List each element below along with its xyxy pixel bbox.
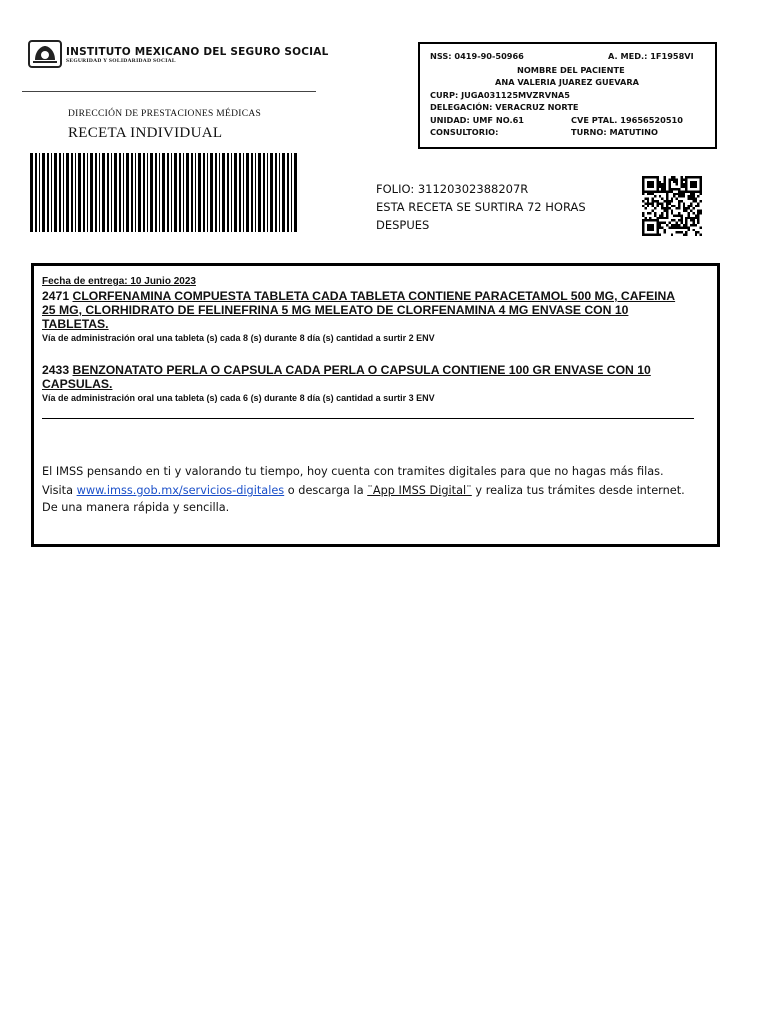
message-line-1: El IMSS pensando en ti y valorando tu tiempo, hoy cuenta con tramites digitales para que no hagas más filas. [42,465,664,478]
delegacion: DELEGACIÓN: VERACRUZ NORTE [430,102,579,112]
nss: NSS: 0419-90-50966 [430,51,524,61]
message-text: y realiza tus trámites desde internet. [471,484,685,497]
medication-item [42,289,702,331]
medication-code: 2433 [42,363,70,377]
servicios-digitales-link[interactable]: www.imss.gob.mx/servicios-digitales [76,484,285,497]
patient-name-label: NOMBRE DEL PACIENTE [517,65,625,75]
medication-description-cont: 25 MG, CLORHIDRATO DE FELINEFRINA 5 MG MELEATO DE CLORFENAMINA 4 MG ENVASE CON 10 [42,303,629,317]
direccion-label: DIRECCIÓN DE PRESTACIONES MÉDICAS [68,109,262,119]
message-line-2 [42,484,685,497]
a-med: A. MED.: 1F1958VI [608,51,694,61]
folio-number: FOLIO: 31120302388207R [376,182,529,196]
fecha-entrega: Fecha de entrega: 10 Junio 2023 [42,276,196,287]
patient-info-box [418,42,717,149]
surtira-note-line1: ESTA RECETA SE SURTIRA 72 HORAS [376,200,586,214]
patient-name: ANA VALERIA JUAREZ GUEVARA [495,77,640,87]
surtira-note-line2: DESPUES [376,218,430,232]
medication-item [42,363,702,391]
document-title: RECETA INDIVIDUAL [68,125,223,141]
administration-instructions: Vía de administración oral una tableta (s) cada 6 (s) durante 8 día (s) cantidad a surtir 3 ENV [42,393,435,403]
administration-instructions: Vía de administración oral una tableta (s) cada 8 (s) durante 8 día (s) cantidad a surtir 2 ENV [42,333,435,343]
medication-description: BENZONATATO PERLA O CAPSULA CADA PERLA O CAPSULA CONTIENE 100 GR ENVASE CON 10 [72,363,651,377]
section-divider [42,418,694,419]
medication-description: CLORFENAMINA COMPUESTA TABLETA CADA TABLETA CONTIENE PARACETAMOL 500 MG, CAFEINA [72,289,676,303]
turno: TURNO: MATUTINO [571,127,658,137]
header-divider [22,91,316,92]
medication-description-cont: CAPSULAS. [42,377,113,391]
medication-description-cont: TABLETAS. [42,317,109,331]
consultorio: CONSULTORIO: [430,127,499,137]
curp: CURP: JUGA031125MVZRVNA5 [430,90,570,100]
institution-tagline: SEGURIDAD Y SOLIDARIDAD SOCIAL [66,58,176,64]
message-text: Visita [42,484,77,497]
cve-ptal: CVE PTAL. 19656520510 [571,115,683,125]
medication-code: 2471 [42,289,70,303]
message-line-3: De una manera rápida y sencilla. [42,501,230,514]
message-text: o descarga la [284,484,368,497]
barcode-image [30,153,300,232]
app-imss-digital-link[interactable]: ¨App IMSS Digital¨ [367,484,472,497]
imss-logo-icon [28,40,62,68]
unidad: UNIDAD: UMF NO.61 [430,115,524,125]
qr-code-image [642,176,702,236]
institution-name: INSTITUTO MEXICANO DEL SEGURO SOCIAL [66,46,329,58]
